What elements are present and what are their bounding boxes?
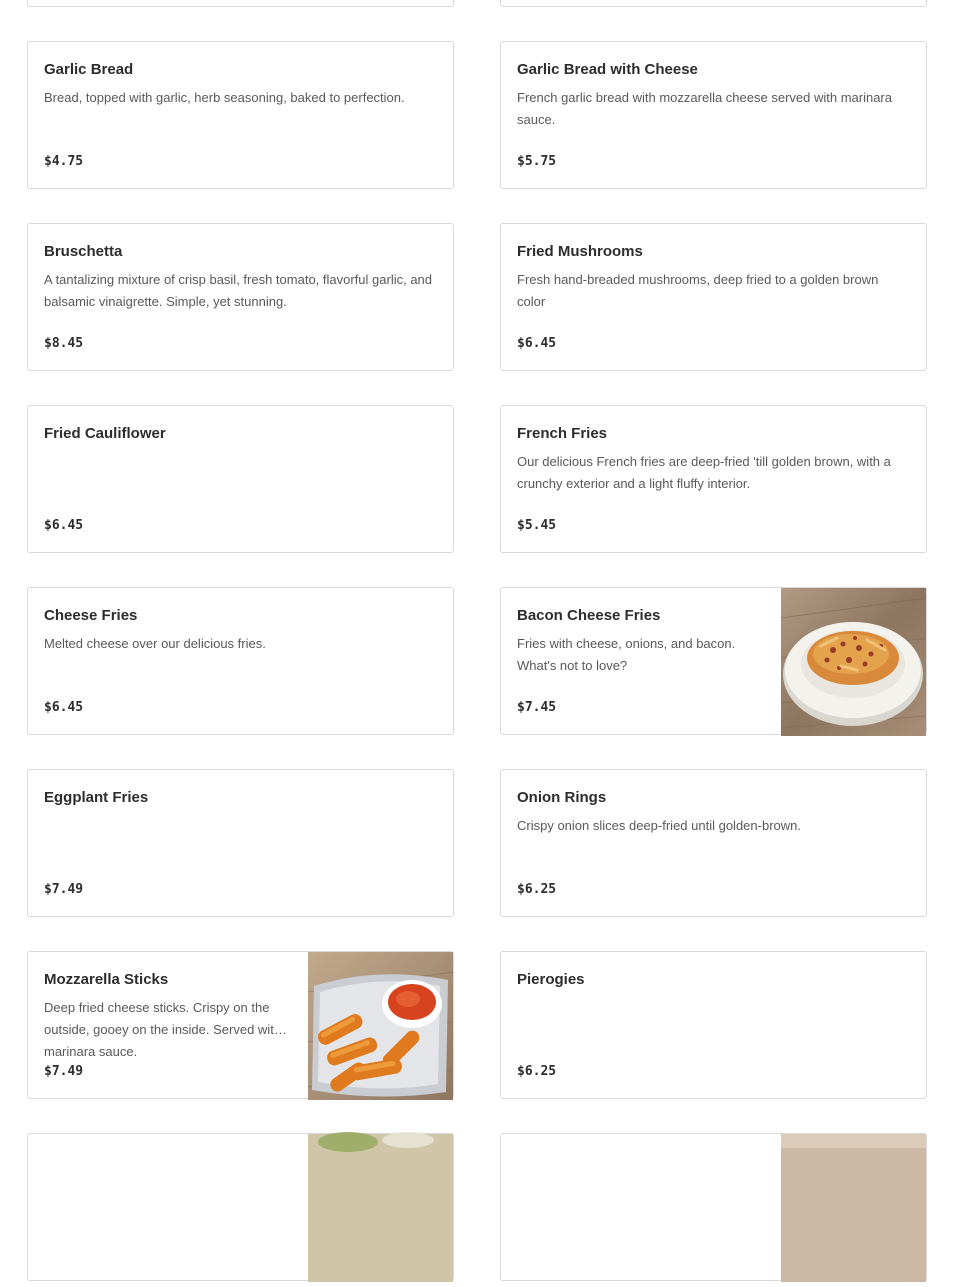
item-price: $7.45 — [517, 700, 557, 715]
item-description: Our delicious French fries are deep-fried 'till golden brown, with a crunchy exterior and a light fluffy interior. — [517, 454, 891, 491]
item-price: $4.75 — [44, 154, 84, 169]
item-description: Melted cheese over our delicious fries. — [44, 636, 266, 651]
item-price: $7.49 — [44, 1064, 84, 1079]
item-price: $7.49 — [44, 882, 84, 897]
item-description: Crispy onion slices deep-fried until golden-brown. — [517, 818, 801, 833]
item-price: $6.25 — [517, 882, 557, 897]
item-name: Mozzarella Sticks — [44, 971, 169, 988]
item-price: $6.25 — [517, 1064, 557, 1079]
item-price: $5.75 — [517, 154, 557, 169]
menu-item-pierogies[interactable] — [500, 951, 927, 1099]
item-name: French Fries — [517, 425, 608, 442]
menu-item-bruschetta[interactable] — [27, 223, 454, 371]
menu-item-garlic-bread[interactable] — [27, 41, 454, 189]
item-name: Onion Rings — [517, 789, 607, 806]
item-description: French garlic bread with mozzarella cheese served with marinara sauce. — [517, 90, 892, 127]
item-name: Pierogies — [517, 971, 585, 988]
bacon-cheese-fries-photo — [781, 588, 926, 736]
menu-item-card[interactable] — [500, 0, 927, 7]
menu-item-eggplant-fries[interactable] — [27, 769, 454, 917]
item-name: Garlic Bread with Cheese — [517, 61, 698, 78]
item-description: Fresh hand-breaded mushrooms, deep fried to a golden brown color — [517, 272, 879, 309]
item-price: $5.45 — [517, 518, 557, 533]
mozzarella-sticks-photo — [308, 952, 453, 1100]
item-name: Garlic Bread — [44, 61, 134, 78]
item-description: Deep fried cheese sticks. Crispy on the outside, gooey on the inside. Served with marinara sauce. — [44, 1000, 282, 1059]
item-price: $6.45 — [44, 518, 84, 533]
menu-item-fried-mushrooms[interactable] — [500, 223, 927, 371]
item-name: Eggplant Fries — [44, 789, 149, 806]
menu-item-mozzarella-sticks[interactable] — [27, 951, 454, 1099]
item-name: Fried Mushrooms — [517, 243, 643, 260]
item-name: Bruschetta — [44, 243, 123, 260]
menu-item-bacon-cheese-fries[interactable] — [500, 587, 927, 735]
menu-item-onion-rings[interactable] — [500, 769, 927, 917]
item-name: Cheese Fries — [44, 607, 138, 624]
menu-item-fried-cauliflower[interactable] — [27, 405, 454, 553]
menu-item-french-fries[interactable] — [500, 405, 927, 553]
food-photo — [308, 1134, 453, 1282]
item-description: A tantalizing mixture of crisp basil, fresh tomato, flavorful garlic, and balsamic vinaigrette. Simple, yet stunning. — [44, 272, 433, 309]
item-price: $6.45 — [44, 700, 84, 715]
menu-item-cheese-fries[interactable] — [27, 587, 454, 735]
item-name: Bacon Cheese Fries — [517, 607, 661, 624]
menu-item-card[interactable] — [27, 0, 454, 7]
menu-item-garlic-bread-with-cheese[interactable] — [500, 41, 927, 189]
menu-item-card[interactable] — [500, 1133, 927, 1281]
item-description: Bread, topped with garlic, herb seasoning, baked to perfection. — [44, 90, 405, 105]
item-description: Fries with cheese, onions, and bacon. What's not to love? — [517, 636, 736, 673]
food-photo — [781, 1134, 926, 1282]
item-price: $8.45 — [44, 336, 84, 351]
item-name: Fried Cauliflower — [44, 425, 166, 442]
menu-item-card[interactable] — [27, 1133, 454, 1281]
item-price: $6.45 — [517, 336, 557, 351]
